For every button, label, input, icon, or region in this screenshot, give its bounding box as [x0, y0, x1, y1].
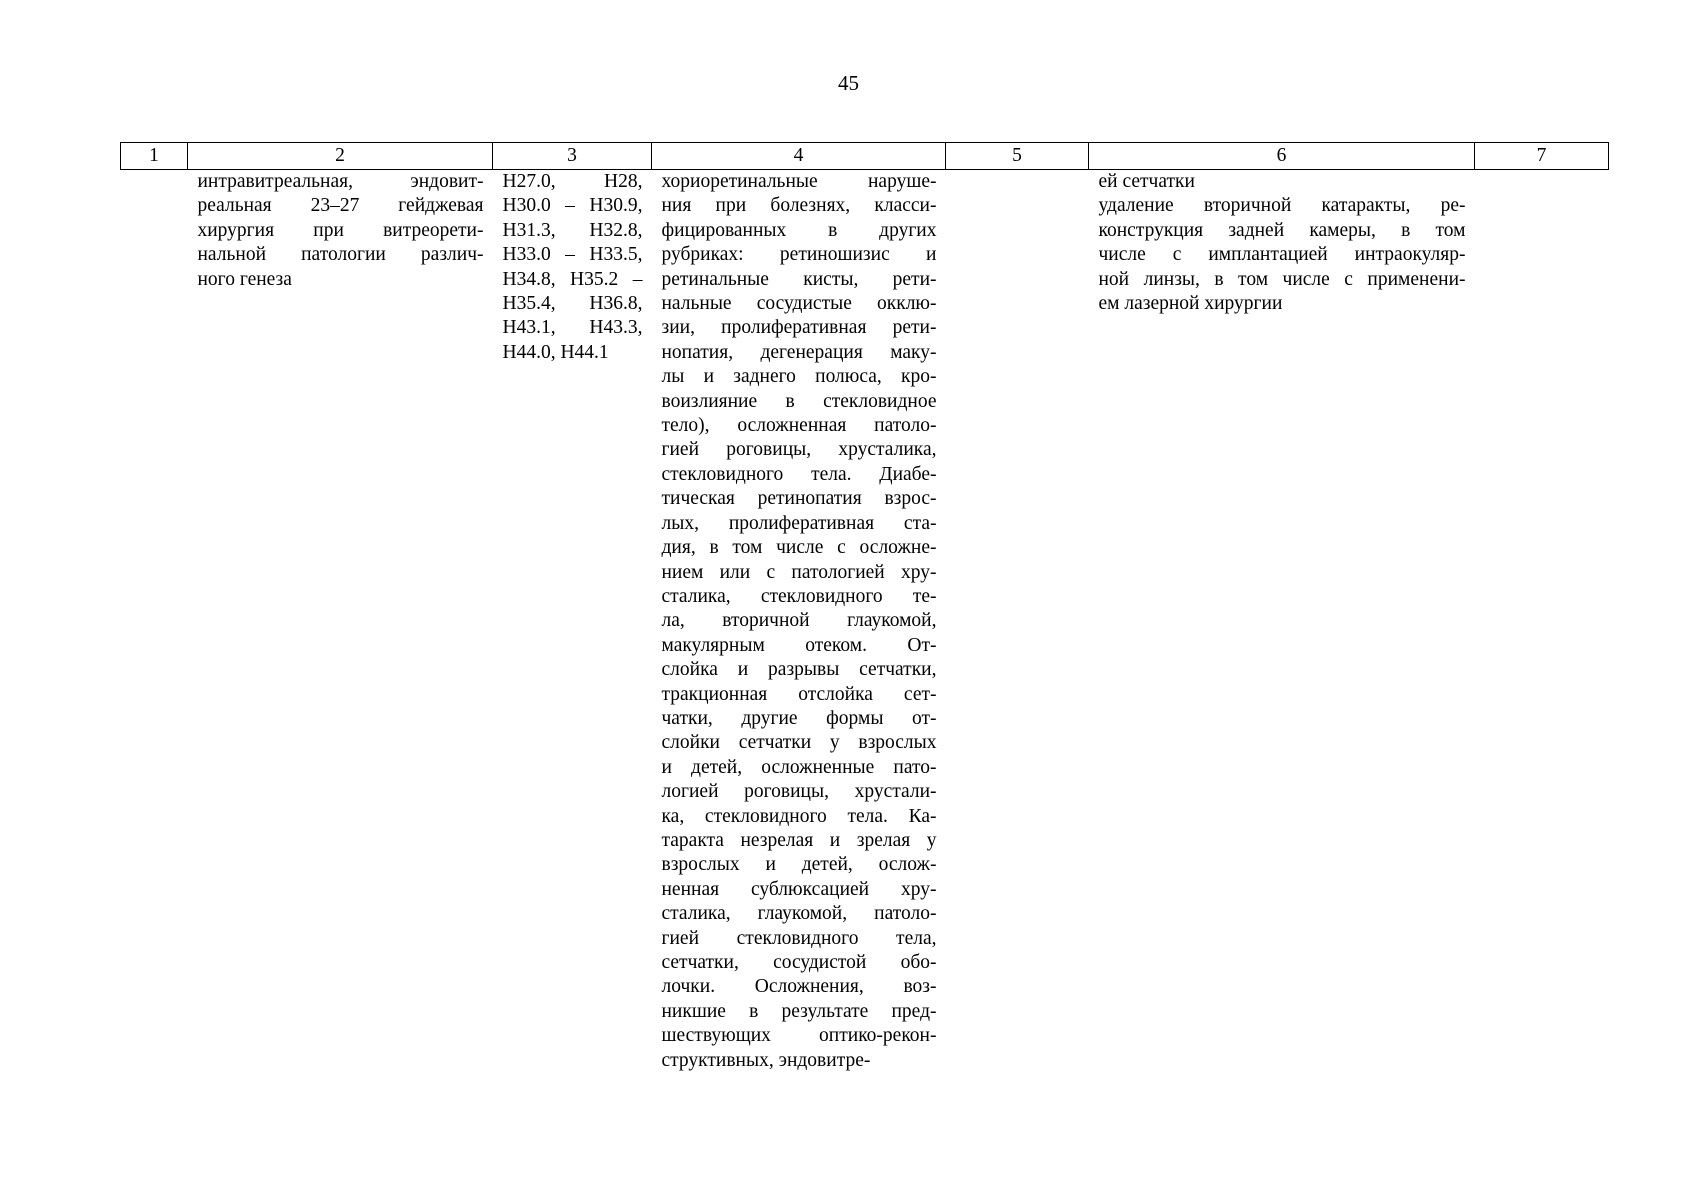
cell-line: дия, в том числе с осложне- — [661, 537, 937, 559]
column-header-2: 2 — [188, 143, 493, 170]
cell-treatment-method — [1089, 170, 1475, 1074]
cell-method-name — [188, 170, 493, 1074]
cell-line: логией роговицы, хрустали- — [661, 781, 937, 803]
page-number: 45 — [838, 71, 859, 95]
header-row — [121, 143, 1609, 170]
cell-line: таракта незрелая и зрелая у — [661, 829, 937, 851]
cell-line: хирургия при витреорети- — [197, 219, 484, 241]
cell-line: интравитреальная, эндовит- — [197, 171, 484, 192]
cell-line: стекловидного тела. Диабе- — [661, 463, 937, 485]
column-header-1: 1 — [121, 143, 188, 170]
cell-line: ретинальные кисты, рети- — [661, 268, 937, 290]
cell-line: нальной патологии различ- — [197, 244, 484, 266]
cell-line: сталика, стекловидного те- — [661, 585, 937, 607]
cell-text-block — [1099, 170, 1466, 316]
column-header-5: 5 — [946, 143, 1089, 170]
cell-line: сталика, глаукомой, патоло- — [661, 903, 937, 925]
cell-line: H31.3, H32.8, — [502, 219, 643, 241]
cell-line: макулярным отеком. От- — [661, 634, 937, 656]
cell-line: ненная сублюксацией хру- — [661, 878, 937, 900]
column-header-3: 3 — [493, 143, 652, 170]
cell-line: чатки, другие формы от- — [661, 707, 937, 729]
cell-text-block — [662, 170, 937, 1073]
cell-line: шествующих оптико-рекон- — [661, 1025, 937, 1047]
cell-line: реальная 23–27 гейджевая — [197, 195, 484, 217]
cell-line: зии, пролиферативная рети- — [661, 317, 937, 339]
cell-line: ния при болезнях, класси- — [661, 195, 937, 217]
cell-line: лочки. Осложнения, воз- — [661, 976, 937, 998]
cell-line: лых, пролиферативная ста- — [661, 512, 937, 534]
cell-line: рубриках: ретиношизис и — [661, 244, 937, 266]
column-header-4: 4 — [652, 143, 946, 170]
cell-line: удаление вторичной катаракты, ре- — [1098, 195, 1466, 217]
cell-line: структивных, эндовитре- — [661, 1049, 871, 1071]
cell-text-block — [503, 170, 643, 365]
cell-line: конструкция задней камеры, в том — [1098, 219, 1466, 241]
cell-line: нопатия, дегенерация маку- — [661, 341, 937, 363]
document-table — [120, 142, 1609, 1073]
cell-line: нальные сосудистые окклю- — [661, 293, 937, 315]
cell-line: гией стекловидного тела, — [661, 927, 937, 949]
cell-line: H43.1, H43.3, — [502, 317, 643, 339]
column-header-6: 6 — [1089, 143, 1475, 170]
cell-line: сетчатки, сосудистой обо- — [661, 952, 937, 973]
cell-line: H30.0 – H30.9, — [502, 195, 643, 217]
cell-col5 — [946, 170, 1089, 1074]
cell-line: слойка и разрывы сетчатки, — [661, 659, 937, 681]
table-row — [121, 170, 1609, 1074]
cell-line: ем лазерной хирургии — [1098, 293, 1283, 315]
cell-line: числе с имплантацией интраокуляр- — [1098, 244, 1466, 266]
cell-line: H34.8, H35.2 – — [502, 268, 643, 290]
cell-line: ка, стекловидного тела. Ка- — [661, 805, 937, 827]
cell-line: ей сетчатки — [1098, 171, 1195, 192]
cell-line: тическая ретинопатия взрос- — [661, 488, 937, 510]
cell-line: ной линзы, в том числе с применени- — [1098, 268, 1466, 290]
column-header-7: 7 — [1475, 143, 1609, 170]
cell-line: ла, вторичной глаукомой, — [661, 610, 937, 632]
cell-line: фицированных в других — [661, 219, 937, 241]
cell-line: H27.0, H28, — [502, 171, 643, 192]
cell-icd-codes — [493, 170, 652, 1074]
cell-line: тело), осложненная патоло- — [661, 415, 937, 437]
cell-col1 — [121, 170, 188, 1074]
cell-line: нием или с патологией хру- — [661, 561, 937, 583]
cell-line: лы и заднего полюса, кро- — [661, 366, 937, 388]
cell-line: H33.0 – H33.5, — [502, 244, 643, 266]
cell-line: H44.0, H44.1 — [502, 341, 609, 363]
cell-diagnosis — [652, 170, 946, 1074]
cell-line: никшие в результате пред- — [661, 1000, 937, 1022]
cell-col7 — [1475, 170, 1609, 1074]
cell-text-block — [198, 170, 484, 292]
cell-line: гией роговицы, хрусталика, — [661, 439, 937, 461]
cell-line: и детей, осложненные пато- — [661, 756, 937, 778]
cell-line: H35.4, H36.8, — [502, 293, 643, 315]
cell-line: хориоретинальные наруше- — [661, 171, 937, 192]
cell-line: тракционная отслойка сет- — [661, 683, 937, 705]
cell-line: взрослых и детей, ослож- — [661, 854, 937, 876]
cell-line: ного генеза — [197, 268, 292, 290]
cell-line: слойки сетчатки у взрослых — [661, 732, 937, 754]
cell-line: воизлияние в стекловидное — [661, 390, 937, 412]
